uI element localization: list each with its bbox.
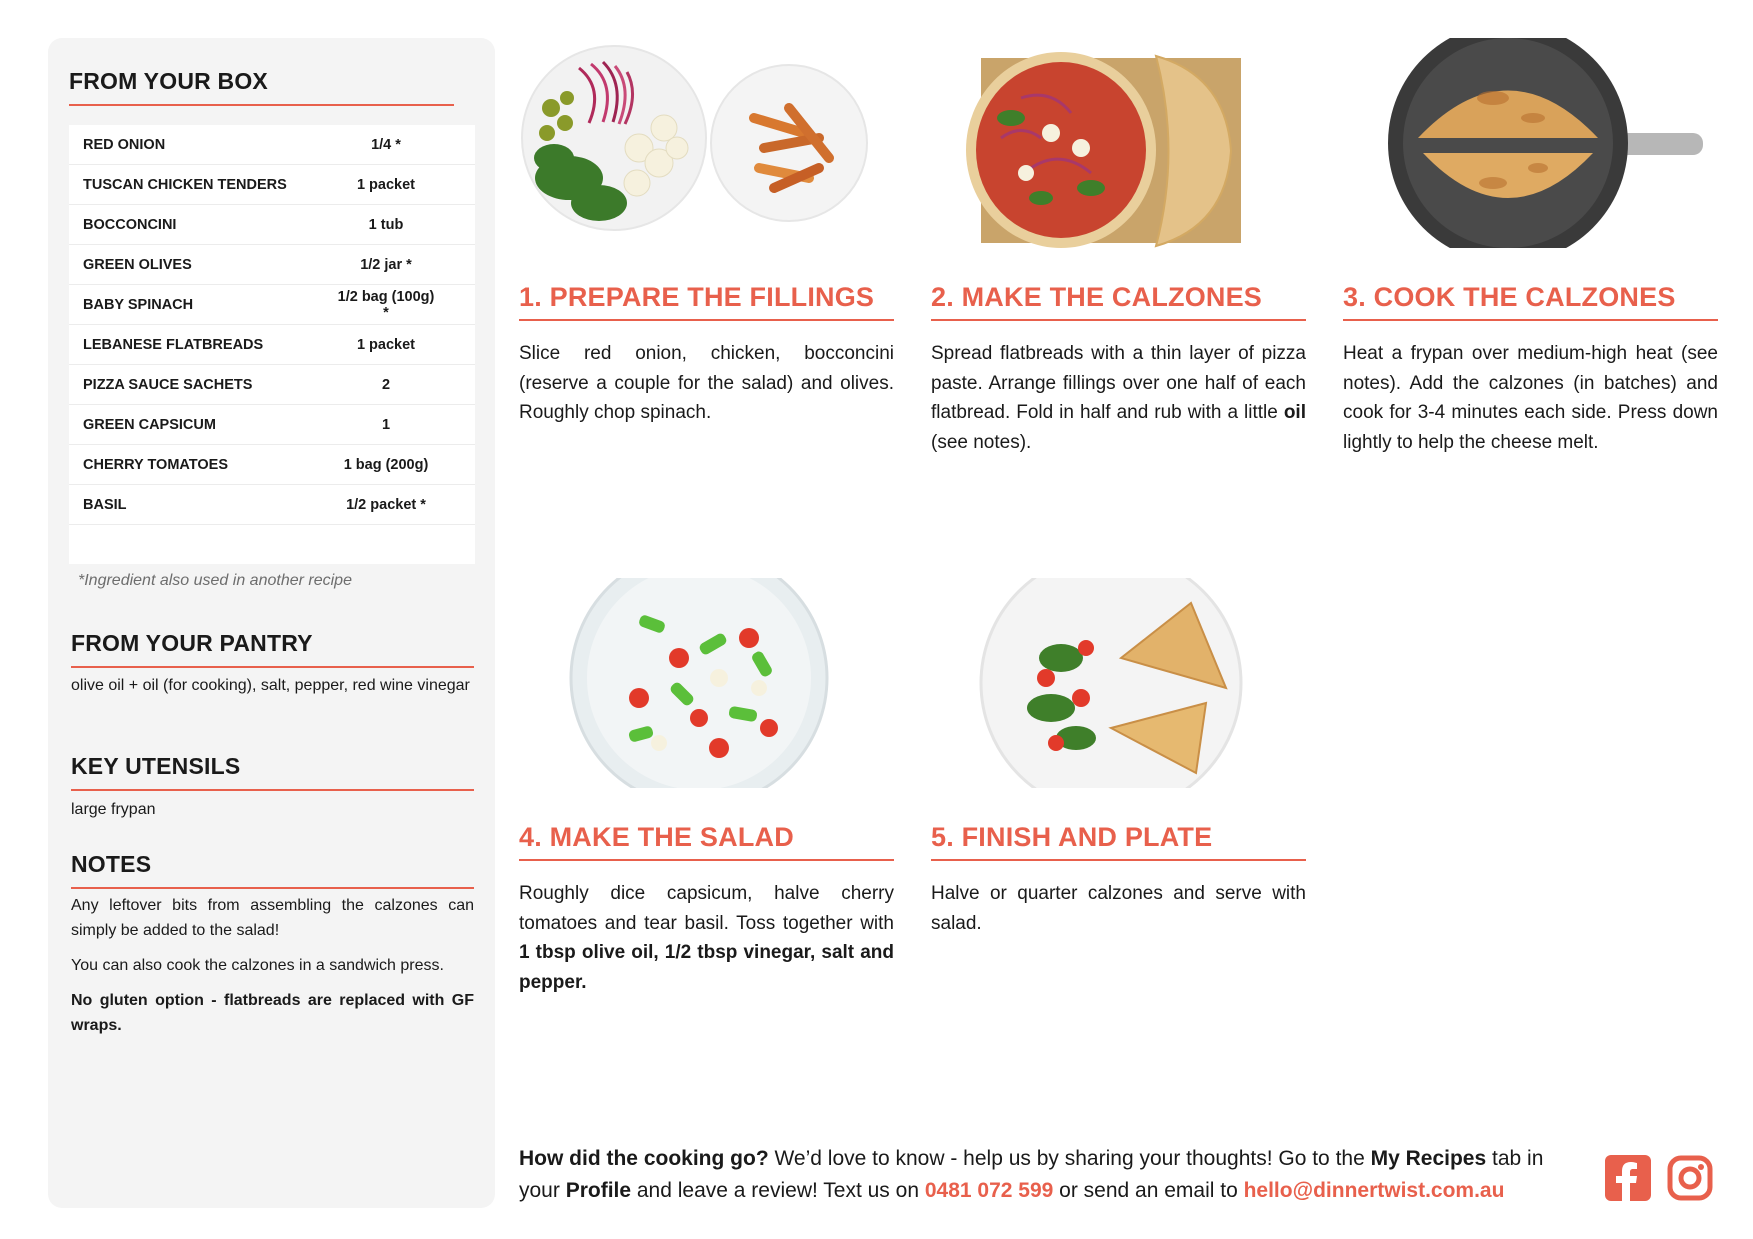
table-row (69, 405, 475, 445)
fillings-illustration (519, 38, 879, 248)
pantry-text: olive oil + oil (for cooking), salt, pepper, red wine vinegar (71, 677, 470, 694)
profile-link[interactable]: Profile (565, 1179, 632, 1202)
utensils-text: large frypan (71, 801, 156, 818)
table-row (69, 445, 475, 485)
empty-cell (69, 525, 333, 565)
salad-bowl-illustration (519, 578, 879, 788)
ingredient-name: BASIL (69, 485, 333, 525)
email-link[interactable]: hello@dinnertwist.com.au (1243, 1179, 1505, 1202)
step-2-text-part: Spread flatbreads with a thin layer of pizza paste. Arrange fillings over one half of each flatbread. Fold in half and rub with a little (931, 343, 1306, 423)
table-row (69, 165, 475, 205)
ingredient-qty: 1 tub (333, 205, 475, 245)
ingredient-name: CHERRY TOMATOES (69, 445, 333, 485)
table-row (69, 325, 475, 365)
sidebar-panel (48, 38, 495, 1208)
from-your-pantry-title: FROM YOUR PANTRY (71, 630, 474, 668)
step-2-text-bold: oil (1283, 402, 1306, 423)
step-2-text-part: (see notes). (931, 431, 1032, 453)
ingredients-table (69, 125, 475, 564)
step-2-photo (931, 38, 1291, 248)
step-2-title: 2. MAKE THE CALZONES (931, 282, 1306, 321)
ingredient-qty: 2 (333, 365, 475, 405)
step-5 (931, 578, 1306, 938)
ingredient-qty: 1 packet (333, 325, 475, 365)
feedback-footer (519, 1143, 1579, 1207)
ingredient-name: GREEN OLIVES (69, 245, 333, 285)
notes-title: NOTES (71, 851, 474, 889)
ingredient-name: TUSCAN CHICKEN TENDERS (69, 165, 333, 205)
phone-link[interactable]: 0481 072 599 (924, 1179, 1054, 1202)
note-item: Any leftover bits from assembling the calzones can simply be added to the salad! (71, 897, 474, 939)
step-3-title: 3. COOK THE CALZONES (1343, 282, 1718, 321)
table-row-empty (69, 525, 475, 565)
note-item: You can also cook the calzones in a sandwich press. (71, 957, 444, 974)
step-4-text-part: Roughly dice capsicum, halve cherry tomatoes and tear basil. Toss together with (519, 883, 894, 934)
ingredient-qty: 1/2 jar * (333, 245, 475, 285)
step-2 (931, 38, 1306, 457)
calzone-assembly-illustration (931, 38, 1291, 248)
ingredient-qty: 1 (333, 405, 475, 445)
step-4-text (519, 879, 894, 997)
step-1 (519, 38, 894, 428)
notes-list (71, 893, 474, 1048)
table-row (69, 285, 475, 325)
table-row (69, 245, 475, 285)
footer-question: How did the cooking go? (519, 1147, 769, 1170)
plated-dish-illustration (931, 578, 1291, 788)
ingredient-qty: 1/4 * (333, 125, 475, 165)
footer-text: We’d love to know - help us by sharing your thoughts! Go to the (768, 1147, 1371, 1170)
empty-cell (333, 525, 475, 565)
step-4-photo (519, 578, 879, 788)
step-4 (519, 578, 894, 997)
my-recipes-link[interactable]: My Recipes (1370, 1147, 1487, 1170)
frypan-illustration (1343, 38, 1703, 248)
step-1-title: 1. PREPARE THE FILLINGS (519, 282, 894, 321)
table-row (69, 205, 475, 245)
ingredient-name: BOCCONCINI (69, 205, 333, 245)
ingredient-footnote: *Ingredient also used in another recipe (78, 572, 352, 589)
step-1-photo (519, 38, 879, 248)
step-3-photo (1343, 38, 1703, 248)
step-3 (1343, 38, 1718, 457)
instagram-icon[interactable] (1667, 1155, 1713, 1206)
step-2-text (931, 339, 1306, 457)
footer-text: tab in your (519, 1147, 1544, 1202)
ingredient-name: BABY SPINACH (69, 285, 333, 325)
step-4-title: 4. MAKE THE SALAD (519, 822, 894, 861)
step-4-text-bold: 1 tbsp olive oil, 1/2 tbsp vinegar, salt and pepper. (519, 942, 894, 993)
key-utensils-title: KEY UTENSILS (71, 753, 474, 791)
ingredient-qty: 1/2 packet * (333, 485, 475, 525)
ingredient-name: GREEN CAPSICUM (69, 405, 333, 445)
ingredient-name: LEBANESE FLATBREADS (69, 325, 333, 365)
step-5-photo (931, 578, 1291, 788)
note-item-gluten: No gluten option - flatbreads are replaced with GF wraps. (71, 992, 474, 1034)
step-1-text: Slice red onion, chicken, bocconcini (reserve a couple for the salad) and olives. Roughly chop spinach. (519, 343, 894, 423)
ingredient-qty: 1/2 bag (100g) * (333, 285, 475, 325)
table-row (69, 485, 475, 525)
table-row (69, 125, 475, 165)
step-5-text: Halve or quarter calzones and serve with salad. (931, 883, 1306, 934)
footer-text: and leave a review! Text us on (631, 1179, 925, 1202)
table-row (69, 365, 475, 405)
from-your-box-title: FROM YOUR BOX (69, 68, 454, 106)
step-5-title: 5. FINISH AND PLATE (931, 822, 1306, 861)
ingredient-name: PIZZA SAUCE SACHETS (69, 365, 333, 405)
facebook-icon[interactable] (1605, 1155, 1651, 1206)
ingredient-qty: 1 bag (200g) (333, 445, 475, 485)
footer-text: or send an email to (1053, 1179, 1244, 1202)
ingredient-name: RED ONION (69, 125, 333, 165)
step-3-text: Heat a frypan over medium-high heat (see notes). Add the calzones (in batches) and cook for 3-4 minutes each side. Press down lightly to help the cheese melt. (1343, 343, 1718, 453)
ingredient-qty: 1 packet (333, 165, 475, 205)
